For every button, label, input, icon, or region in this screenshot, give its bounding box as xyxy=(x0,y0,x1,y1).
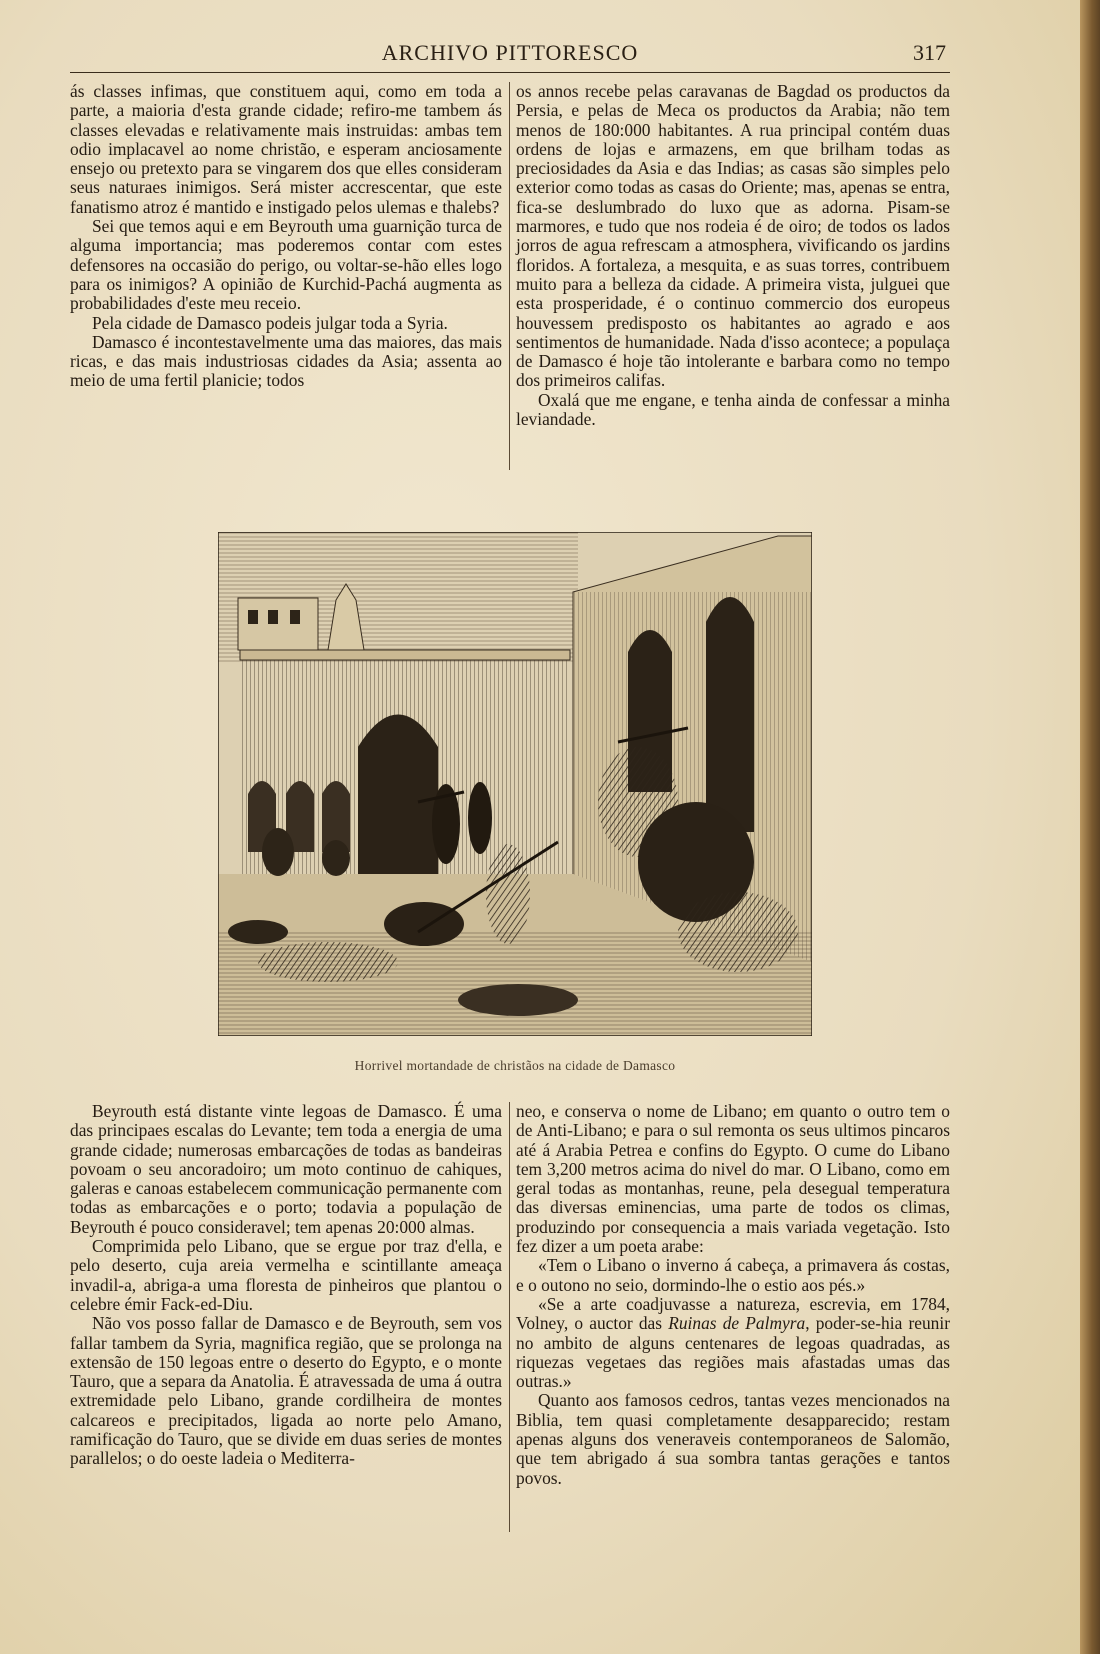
paragraph: Beyrouth está distante vinte legoas de Damasco. É uma das principaes escalas do Levante; tem toda a energia de uma grande cidade; numerosas embarcações de todas as bandeiras povoam o seu ancoradoiro; um moto continuo de cahiques, galeras e canoas estabelecem communicação permanente com todas as embarcações e o porto; todavia a população de Beyrouth é pouco consideravel; tem apenas 20:000 almas. xyxy=(70,1101,502,1237)
text-run: , poder-se-hia reunir no ambito de alguns centenares de legoas quadradas, as riquezas vegetaes das regiões mais afastadas umas das outras.» xyxy=(516,1313,950,1392)
paragraph: os annos recebe pelas caravanas de Bagdad os productos da Persia, e pelas de Meca os productos da Arabia; não tem menos de 180:000 habitantes. A rua principal contém duas ordens de lojas e armazens, em que brilham todas as preciosidades da Asia e das Indias; as casas são simples pelo exterior como todas as casas do Oriente; mas, apenas se entra, fica-se deslumbrado do luxo que as adorna. Pisam-se marmores, e tudo que nos rodeia é de oiro; de todos os lados jorros de agua refrescam a atmosphera, vivificando os jardins floridos. A fortaleza, a mesquita, e as suas torres, contribuem muito para a belleza da cidade. A primeira vista, julguei que esta prosperidade, é o continuo commercio dos europeus houvessem predisposto os habitantes ao agrado e aos sentimentos de humanidade. Nada d'isso acontece; a populaça de Damasco é hoje tão intolerante e barbara como no tempo dos primeiros califas. xyxy=(516,81,950,391)
top-right-column xyxy=(516,82,950,429)
paragraph: Comprimida pelo Libano, que se ergue por traz d'ella, e pelo deserto, cuja areia vermelha e scintillante ameaça invadil-a, abriga-a uma floresta de pinheiros que plantou o celebre émir Fack-ed-Diu. xyxy=(70,1236,502,1314)
paragraph: neo, e conserva o nome de Libano; em quanto o outro tem o de Anti-Libano; e para o sul remonta os seus ultimos pincaros até á Arabia Petrea e confins do Egypto. O cume do Libano tem 3,200 metros acima do nivel do mar. O Libano, como em geral todas as montanhas, reune, pela desegual temperatura das diversas eminencias, uma parte de todos os climas, produzindo por consequencia a mais variada vegetação. Isto fez dizer a um poeta arabe: xyxy=(516,1101,950,1257)
paragraph: Quanto aos famosos cedros, tantas vezes mencionados na Biblia, tem quasi completamente desapparecido; restam apenas alguns dos veneraveis contemporaneos de Salomão, que tem abrigado á sua sombra tantas gerações e tantos povos. xyxy=(516,1390,950,1488)
paragraph: Pela cidade de Damasco podeis julgar toda a Syria. xyxy=(92,312,448,333)
column-rule xyxy=(509,82,510,470)
book-title: Ruinas de Palmyra xyxy=(668,1313,806,1334)
poem-quote: «Tem o Libano o inverno á cabeça, a primavera ás costas, e o outono no seio, dormindo-lhe o estio aos pés.» xyxy=(516,1255,950,1295)
paragraph: ás classes infimas, que constituem aqui, como em toda a parte, a maioria d'esta grande cidade; refiro-me tambem ás classes elevadas e relativamente mais instruidas: ambas tem odio implacavel ao nome christão, e esperam anciosamente ensejo ou pretexto para se vingarem dos que elles consideram seus naturaes inimigos. Será mister accrescentar, que este fanatismo atroz é mantido e instigado pelos ulemas e thalebs? xyxy=(70,81,502,217)
paragraph: Oxalá que me engane, e tenha ainda de confessar a minha leviandade. xyxy=(516,389,950,430)
column-rule xyxy=(509,1102,510,1532)
paragraph: Sei que temos aqui e em Beyrouth uma guarnição turca de alguma importancia; mas poderemos contar com estes defensores na occasião do perigo, ou voltar-se-hão elles logo para os inimigos? A opinião de Kurchid-Pachá augmenta as probabilidades d'este meu receio. xyxy=(70,216,502,314)
paragraph: Damasco é incontestavelmente uma das maiores, das mais ricas, e das mais industriosas cidades da Asia; assenta ao meio de uma fertil planicie; todos xyxy=(70,331,502,391)
paragraph xyxy=(516,1295,950,1391)
bottom-left-column xyxy=(70,1102,502,1469)
text-run: «Se a arte coadjuvasse a natureza, escrevia, em 1784, Volney, o auctor das xyxy=(516,1293,950,1334)
book-binding-edge xyxy=(1080,0,1100,1654)
running-title: ARCHIVO PITTORESCO xyxy=(381,40,639,65)
page-number: 317 xyxy=(913,40,946,65)
bottom-right-column xyxy=(516,1102,950,1488)
paragraph: Não vos posso fallar de Damasco e de Beyrouth, sem vos fallar tambem da Syria, magnifica região, que se prolonga na extensão de 150 legoas entre o deserto do Egypto, e o monte Tauro, que a separa da Anatolia. É atravessada de uma á outra extremidade pelo Libano, grande cordilheira de montes calcareos e precipitados, ligada ao norte pelo Amano, ramificação do Tauro, que se divide em duas series de montes parallelos; o do oeste ladeia o Mediterra- xyxy=(70,1313,502,1469)
illustration-caption: Horrivel mortandade de christãos na cidade de Damasco xyxy=(354,1058,676,1073)
engraving-illustration xyxy=(218,532,812,1036)
page-header xyxy=(70,38,950,73)
top-left-column xyxy=(70,82,502,391)
